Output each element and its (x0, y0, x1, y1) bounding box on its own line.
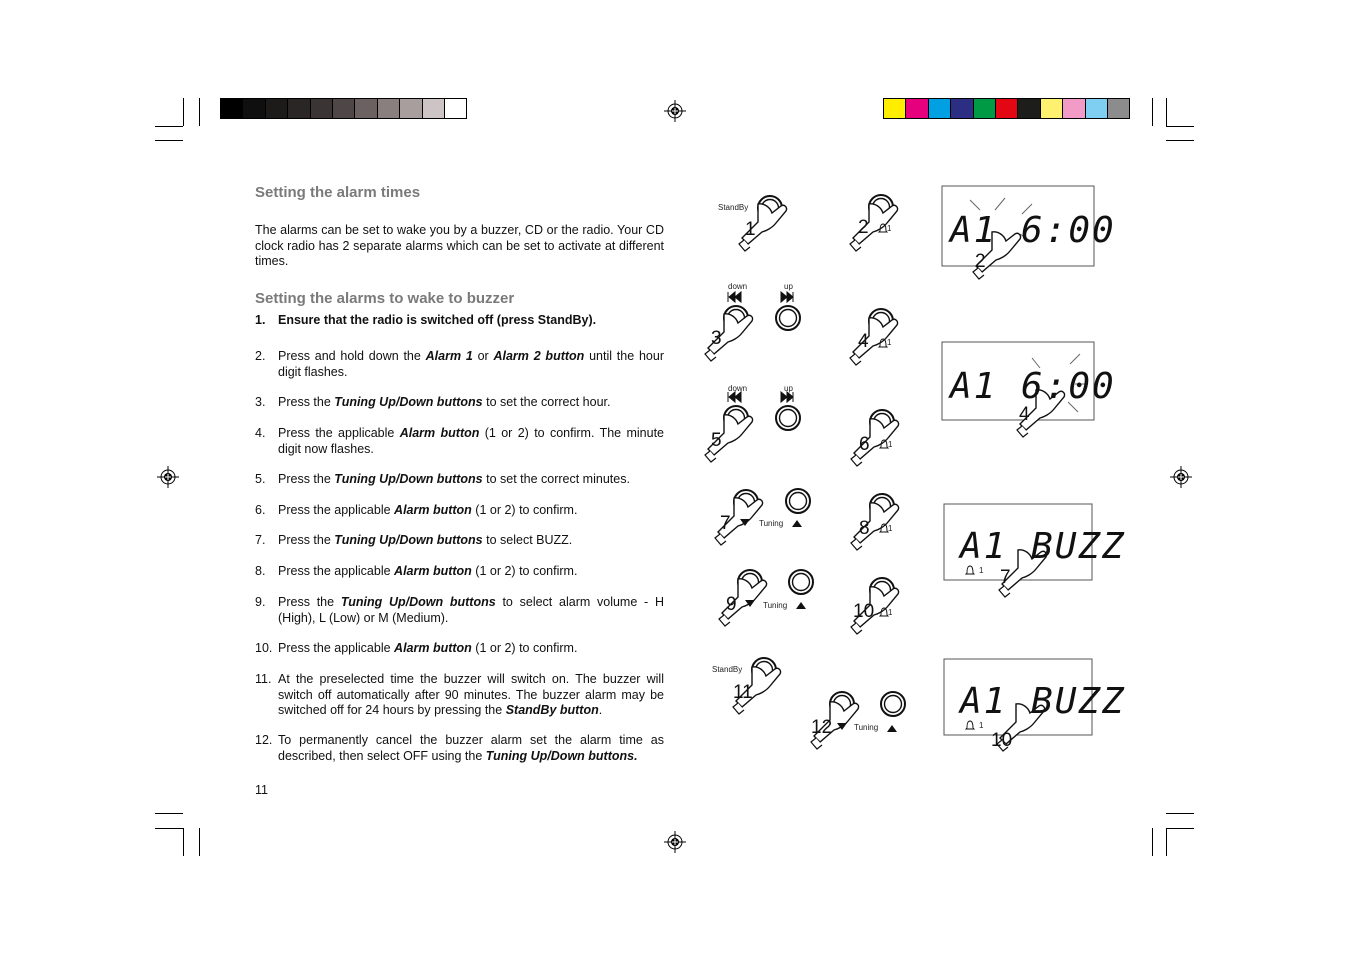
tuning-up-icon (887, 725, 897, 732)
standby-label: StandBy (712, 665, 743, 674)
tuning-label: Tuning (854, 723, 879, 732)
color-swatch (377, 98, 400, 119)
list-item (255, 395, 664, 411)
step-text: Press the applicable Alarm button (1 or 2) to confirm. (278, 564, 578, 578)
color-swatch (883, 98, 906, 119)
crop-mark (1166, 828, 1194, 829)
tuning-label: Tuning (763, 601, 788, 610)
crop-mark (1166, 813, 1194, 814)
color-swatch (242, 98, 265, 119)
step-number: 10. (255, 641, 273, 655)
figure-step-number: 5 (711, 430, 722, 451)
alarm-1-label: 1 (887, 338, 892, 347)
color-swatch (973, 98, 996, 119)
registration-target-icon (157, 466, 179, 488)
color-swatch (354, 98, 377, 119)
crop-mark (199, 828, 200, 856)
step-text: Press the Tuning Up/Down buttons to select alarm volume - H (High), L (Low) or M (Medium). (278, 595, 664, 625)
registration-target-icon (664, 100, 686, 122)
color-swatch (1085, 98, 1108, 119)
color-swatch (265, 98, 288, 119)
figure-step-number: 4 (858, 331, 869, 352)
step-text: Press the Tuning Up/Down buttons to set the correct minutes. (278, 472, 630, 486)
step-text: Press the applicable Alarm button (1 or 2) to confirm. (278, 641, 578, 655)
crop-mark (1166, 98, 1167, 126)
figure-step-number: 2 (858, 217, 869, 238)
crop-mark (1152, 98, 1153, 126)
step-text: Press the Tuning Up/Down buttons to select BUZZ. (278, 533, 573, 547)
alarm-1-label: 1 (887, 224, 892, 233)
color-swatch (928, 98, 951, 119)
color-swatch (444, 98, 467, 119)
down-label: down (728, 384, 748, 393)
step-number: 5. (255, 472, 266, 486)
list-item (255, 533, 664, 549)
step-text: At the preselected time the buzzer will switch on. The buzzer will switch off automatically after 90 minutes. The buzzer alarm may be switched off for 24 hours by pressing the StandBy button. (278, 672, 664, 717)
intro-paragraph: The alarms can be set to wake you by a buzzer, CD or the radio. Your CD clock radio has 2 separate alarms which can be set to activate at different times. (255, 223, 664, 268)
color-swatch (220, 98, 243, 119)
figure-step-number: 10 (991, 730, 1013, 751)
crop-mark (155, 126, 183, 127)
down-label: down (728, 282, 748, 291)
step-number: 7. (255, 533, 266, 547)
step-number: 8. (255, 564, 266, 578)
alarm-1-label: 1 (888, 524, 893, 533)
crop-mark (183, 828, 184, 856)
tuning-up-icon (792, 520, 802, 527)
figure-step-number: 9 (726, 594, 737, 615)
crop-mark (155, 140, 183, 141)
crop-mark (1152, 828, 1153, 856)
color-swatch (1040, 98, 1063, 119)
color-swatch (332, 98, 355, 119)
step-text: To permanently cancel the buzzer alarm set the alarm time as described, then select OFF using the Tuning Up/Down buttons. (278, 733, 664, 763)
step-number: 4. (255, 426, 266, 440)
crop-mark (1166, 126, 1194, 127)
alarm-1-label: 1 (979, 721, 984, 730)
crop-mark (199, 98, 200, 126)
color-swatch (1107, 98, 1130, 119)
figure-step-number: 7 (1000, 567, 1011, 588)
list-item (255, 349, 664, 380)
step-text: Press the applicable Alarm button (1 or 2) to confirm. The minute digit now flashes. (278, 426, 664, 456)
list-item (255, 641, 664, 657)
step-text: Press and hold down the Alarm 1 or Alarm 2 button until the hour digit flashes. (278, 349, 664, 379)
step-text: Ensure that the radio is switched off (press StandBy). (278, 313, 597, 327)
tuning-up-icon (796, 602, 806, 609)
skip-forward-icon (781, 292, 793, 302)
tuning-label: Tuning (759, 519, 784, 528)
figure-step-number: 8 (859, 518, 870, 539)
step-number: 2. (255, 349, 266, 363)
lcd-text: A1 BUZZ (960, 526, 1126, 567)
list-item (255, 672, 664, 719)
figure-step-number: 3 (711, 328, 722, 349)
list-item (255, 595, 664, 626)
crop-mark (1166, 140, 1194, 141)
step-number: 6. (255, 503, 266, 517)
registration-target-icon (664, 831, 686, 853)
color-swatch (995, 98, 1018, 119)
figure-step-number: 1 (745, 219, 756, 240)
list-item (255, 503, 664, 519)
step-number: 1. (255, 313, 266, 327)
crop-mark (1166, 828, 1167, 856)
up-label: up (784, 384, 793, 393)
color-swatch (905, 98, 928, 119)
color-swatch (1062, 98, 1085, 119)
figure-step-number: 11 (733, 682, 753, 703)
lcd-text: A1 6:00 (950, 366, 1116, 407)
color-swatch (310, 98, 333, 119)
subsection-title: Setting the alarms to wake to buzzer (255, 290, 515, 307)
list-item (255, 564, 664, 580)
up-label: up (784, 282, 793, 291)
skip-back-icon (728, 292, 741, 302)
figure-step-number: 4 (1019, 404, 1030, 425)
figure-step-number: 6 (859, 434, 870, 455)
alarm-1-label: 1 (979, 566, 984, 575)
step-number: 12. (255, 733, 273, 747)
color-swatch (422, 98, 445, 119)
color-swatch (1017, 98, 1040, 119)
step-number: 11. (255, 672, 272, 686)
figure-step-number: 12 (811, 717, 833, 738)
step-number: 3. (255, 395, 266, 409)
alarm-1-label: 1 (888, 608, 893, 617)
skip-forward-icon (781, 392, 793, 402)
figure-step-number: 10 (853, 601, 875, 622)
lcd-text: A1 6:00 (950, 210, 1116, 251)
figure-step-number: 2 (975, 251, 986, 272)
color-swatch (950, 98, 973, 119)
standby-label: StandBy (718, 203, 749, 212)
color-swatch (399, 98, 422, 119)
crop-mark (183, 98, 184, 126)
step-number: 9. (255, 595, 266, 609)
figure-step-number: 7 (720, 513, 731, 534)
alarm-1-label: 1 (888, 440, 893, 449)
skip-back-icon (728, 392, 741, 402)
lcd-text: A1 BUZZ (960, 681, 1126, 722)
list-item (255, 426, 664, 457)
registration-target-icon (1170, 466, 1192, 488)
crop-mark (155, 828, 183, 829)
list-item (255, 313, 664, 329)
step-text: Press the Tuning Up/Down buttons to set the correct hour. (278, 395, 611, 409)
step-text: Press the applicable Alarm button (1 or 2) to confirm. (278, 503, 578, 517)
list-item (255, 472, 664, 488)
color-swatch (287, 98, 310, 119)
crop-mark (155, 813, 183, 814)
page-number: 11 (255, 783, 268, 797)
section-title: Setting the alarm times (255, 184, 421, 201)
list-item (255, 733, 664, 764)
